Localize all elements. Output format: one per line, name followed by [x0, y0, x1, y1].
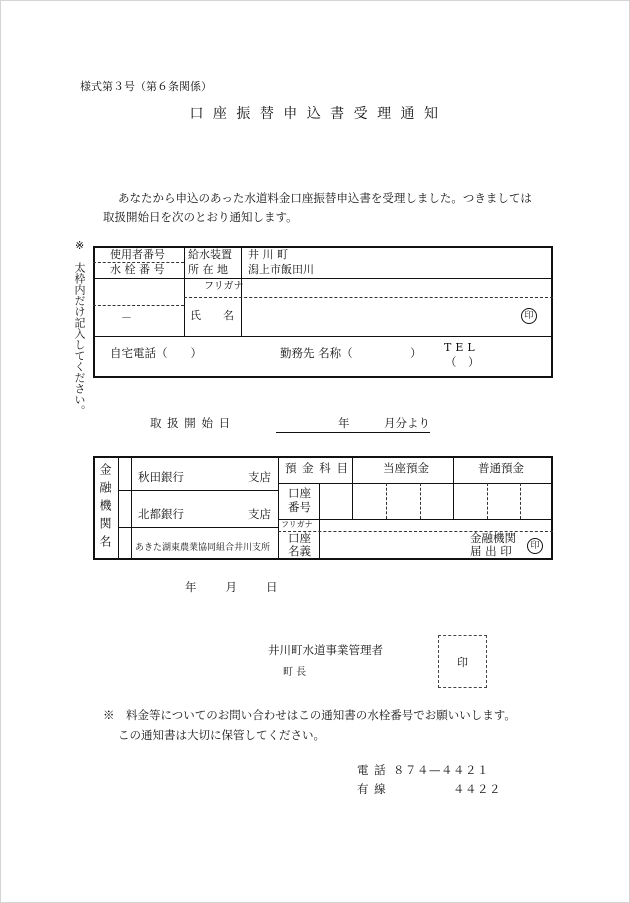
table-rule: [278, 519, 553, 520]
side-note-text: 太枠内だけ記入してください。: [73, 262, 86, 416]
table-rule: [93, 336, 553, 337]
issuer-role: 町 長: [283, 667, 307, 678]
table-rule: [184, 246, 185, 336]
bank-branch: 支店: [248, 507, 271, 521]
town-value: 井 川 町: [248, 248, 288, 261]
institution-label: 金融機関名: [98, 463, 112, 553]
tap-number-label: 水 栓 番 号: [110, 263, 165, 276]
phone-number: ８７４—４４２１: [393, 763, 489, 777]
issue-date: 年 月 日: [185, 580, 280, 594]
account-furigana-label: フリガナ: [281, 520, 313, 529]
footnote-line-1: ※ 料金等についてのお問い合わせはこの通知書の水栓番号でお願いいします。: [103, 708, 516, 722]
home-phone-label: 自宅電話（ ）: [110, 346, 202, 360]
table-rule: [453, 456, 454, 519]
digit-box-rule: [520, 483, 521, 519]
workplace-label: 勤務先 名称（ ）: [280, 346, 422, 360]
bank-seal-label-2: 届 出 印: [470, 544, 512, 558]
start-date-value: 年 月分より: [276, 418, 430, 433]
furigana-label: フリガナ: [204, 281, 244, 292]
deposit-type-current: 当座預金: [383, 461, 429, 475]
table-rule: [118, 456, 119, 560]
issuer-seal-mark: 印: [457, 655, 468, 669]
intro-line-2: 取扱開始日を次のとおり通知します。: [103, 210, 298, 224]
account-name-label-2: 名義: [288, 544, 311, 558]
bank-name: 秋田銀行: [138, 470, 184, 484]
table-rule: [93, 278, 553, 279]
number-separator: －: [121, 311, 132, 324]
digit-box-rule: [386, 483, 387, 519]
city-value: 潟上市飯田川: [248, 263, 314, 276]
tel-label: TEL: [444, 341, 479, 354]
deposit-type-ordinary: 普通預金: [478, 461, 524, 475]
page-title: 口 座 振 替 申 込 書 受 理 通 知: [189, 106, 441, 122]
wired-number: ４４２２: [453, 782, 501, 796]
table-rule: [118, 527, 278, 528]
tel-paren: （ ）: [445, 355, 480, 369]
form-number: 様式第３号（第６条関係）: [80, 80, 212, 93]
deposit-type-label: 預 金 科 目: [285, 461, 349, 475]
table-rule: [93, 305, 184, 306]
table-rule: [184, 297, 553, 298]
phone-label: 電 話: [357, 763, 387, 777]
side-note-mark: ※: [75, 239, 85, 252]
account-name-label-1: 口座: [288, 531, 311, 545]
bank-name: あきた湖東農業協同組合井川支所: [135, 543, 271, 553]
issuer-seal-box: [438, 635, 487, 688]
location-label: 所 在 地: [188, 263, 228, 276]
digit-box-rule: [487, 483, 488, 519]
start-date-label: 取 扱 開 始 日: [150, 416, 232, 430]
bank-branch: 支店: [248, 470, 271, 484]
name-label: 氏 名: [190, 309, 234, 322]
bank-name: 北都銀行: [138, 507, 184, 521]
supply-label: 給水装置: [188, 248, 232, 261]
intro-line-1: あなたから申込のあった水道料金口座振替申込書を受理しました。つきましては: [118, 191, 532, 205]
digit-box-rule: [420, 483, 421, 519]
bank-seal-mark: 印: [527, 538, 543, 554]
wired-label: 有 線: [357, 782, 387, 796]
bank-seal-label-1: 金融機関: [470, 531, 516, 545]
account-number-label-2: 番号: [288, 500, 311, 514]
user-number-label: 使用者番号: [110, 248, 165, 261]
account-number-label-1: 口座: [288, 486, 311, 500]
table-rule: [118, 490, 278, 491]
footnote-line-2: この通知書は大切に保管してください。: [118, 728, 325, 742]
issuer-title: 井川町水道事業管理者: [268, 643, 383, 657]
seal-mark: 印: [521, 308, 537, 324]
table-rule: [352, 456, 353, 519]
table-rule: [278, 456, 279, 560]
table-rule: [131, 456, 132, 560]
table-rule: [319, 483, 320, 560]
